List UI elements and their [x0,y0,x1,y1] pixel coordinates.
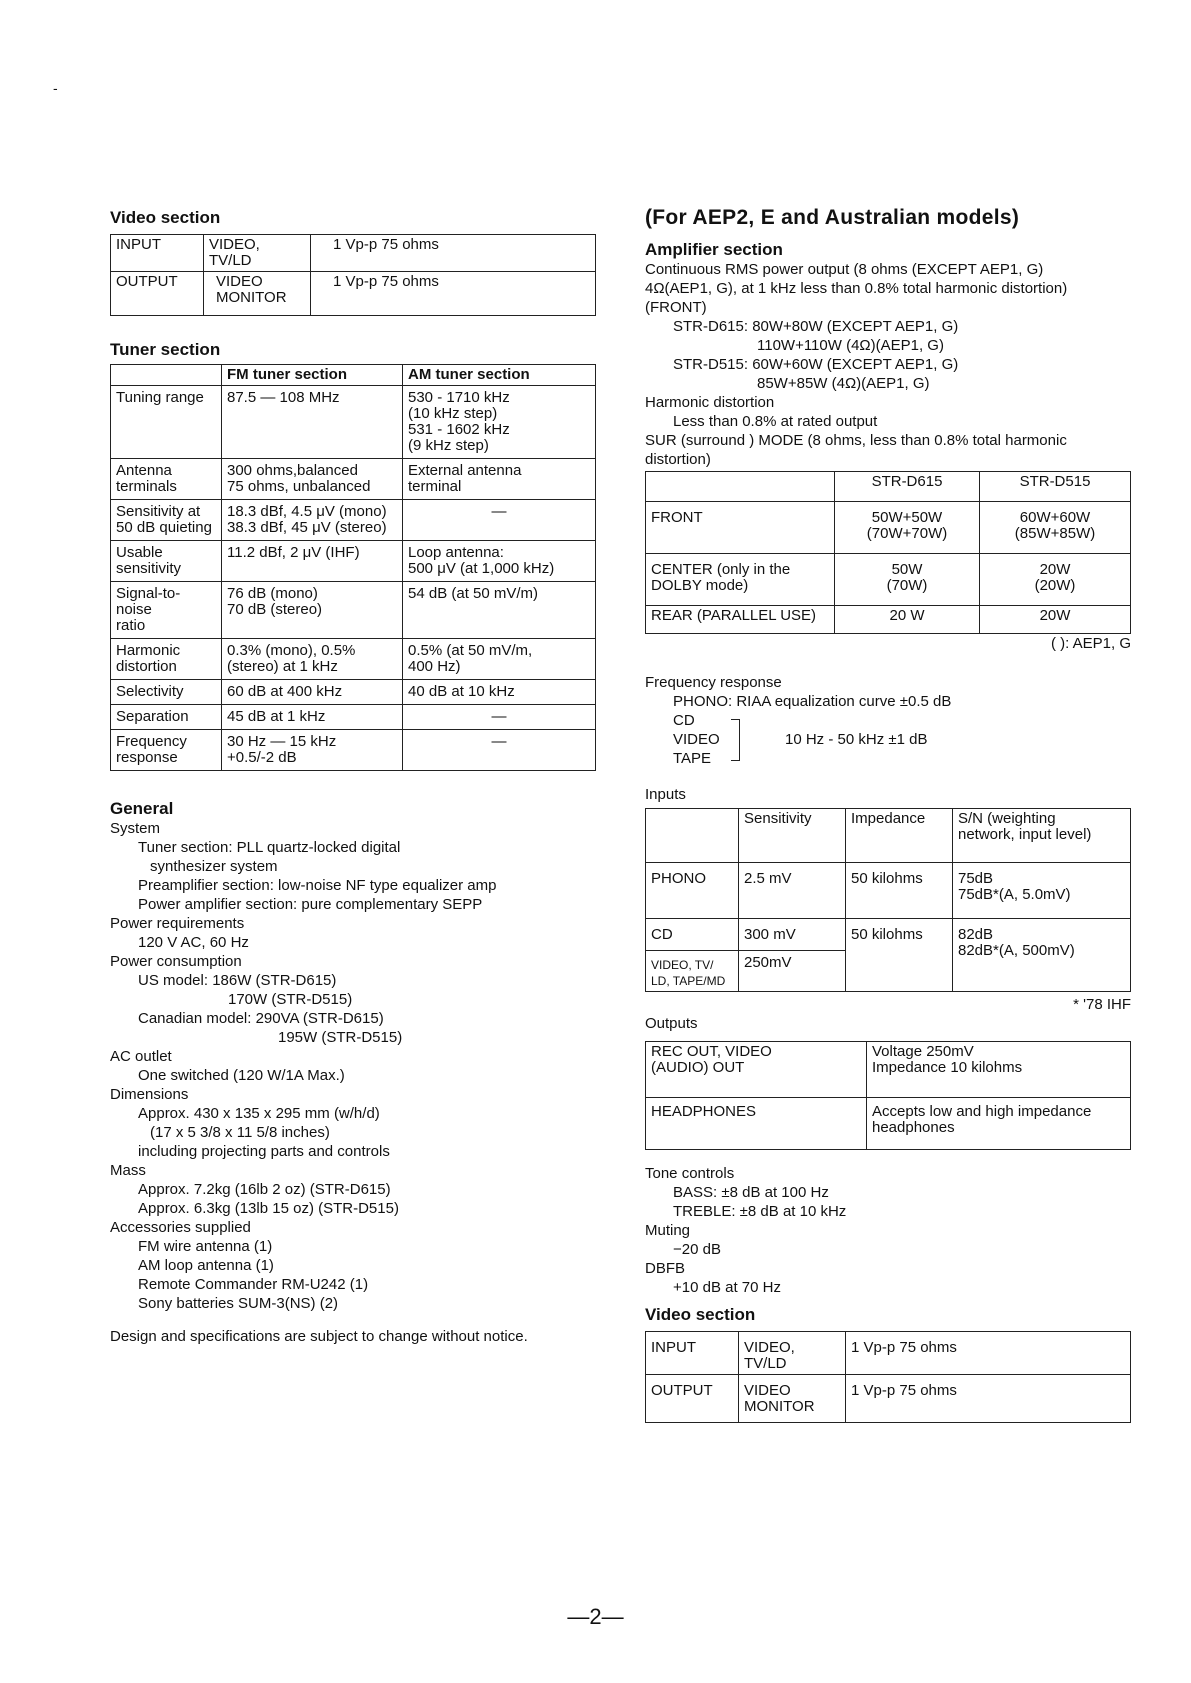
table-cell: 50 kilohms [846,919,953,992]
table-row [646,554,1131,606]
table-cell: 530 - 1710 kHz (10 kHz step) 531 - 1602 kHz (9 kHz step) [403,386,596,459]
table-cell: Voltage 250mV Impedance 10 kilohms [867,1042,1131,1098]
general-list [110,819,600,1313]
table-cell: HEADPHONES [646,1098,867,1150]
table-cell: Separation [111,705,222,730]
table-header: Impedance [846,809,953,863]
frequency-response-title: Frequency response [645,674,782,691]
spec-line: 120 V AC, 60 Hz [138,934,249,951]
table-cell: Signal-to-noise ratio [111,582,222,639]
spec-line: DBFB [645,1260,686,1277]
models-heading: (For AEP2, E and Australian models) [645,206,1020,229]
table-row [646,606,1131,634]
table-cell: 82dB 82dB*(A, 500mV) [953,919,1131,992]
outputs-title: Outputs [645,1015,698,1032]
table-row [646,919,1131,951]
spec-line: FM wire antenna (1) [138,1238,273,1255]
table-row [111,500,596,541]
table-header: STR-D615 [835,472,980,502]
table-cell: Antenna terminals [111,459,222,500]
table-cell [646,472,835,502]
table-header: FM tuner section [222,365,403,386]
tape-label: TAPE [673,750,712,767]
table-cell: 20W (20W) [980,554,1131,606]
spec-line: Less than 0.8% at rated output [673,413,878,430]
video-label: VIDEO [673,731,720,748]
table-cell: 11.2 dBf, 2 μV (IHF) [222,541,403,582]
table-cell: 50W+50W (70W+70W) [835,502,980,554]
spec-line: Sony batteries SUM-3(NS) (2) [138,1295,339,1312]
table-cell: VIDEO MONITOR [739,1375,846,1423]
table-row [111,582,596,639]
spec-line: US model: 186W (STR-D615) [138,972,337,989]
table-header: S/N (weighting network, input level) [953,809,1131,863]
table-cell: 60 dB at 400 kHz [222,680,403,705]
spec-line: Continuous RMS power output (8 ohms (EXCEPT AEP1, G) [645,261,1044,278]
table-cell: 1 Vp-p 75 ohms [846,1375,1131,1423]
spec-line: synthesizer system [150,858,278,875]
table-cell: Tuning range [111,386,222,459]
table-row [646,1042,1131,1098]
table-cell: 300 mV [739,919,846,951]
spec-line: 170W (STR-D515) [228,991,353,1008]
table-cell: 300 ohms,balanced 75 ohms, unbalanced [222,459,403,500]
spec-line: Preamplifier section: low-noise NF type equalizer amp [138,877,497,894]
power-table-note: ( ): AEP1, G [1050,635,1131,652]
table-cell: 40 dB at 10 kHz [403,680,596,705]
spec-line: Accessories supplied [110,1219,251,1236]
table-row [111,459,596,500]
notice-text: Design and specifications are subject to change without notice. [110,1328,528,1345]
video-section-table-right [645,1331,1131,1423]
spec-line: Tone controls [645,1165,735,1182]
table-cell [646,809,739,863]
video-section-title: Video section [110,208,221,227]
spec-line: (FRONT) [645,299,707,316]
inputs-table [645,808,1131,992]
table-cell: 1 Vp-p 75 ohms [311,272,596,316]
table-cell: VIDEO, TV/ LD, TAPE/MD [646,951,739,992]
spec-line: AC outlet [110,1048,172,1065]
spec-line: 4Ω(AEP1, G), at 1 kHz less than 0.8% total harmonic distortion) [645,280,1068,297]
spec-line: SUR (surround ) MODE (8 ohms, less than 0.8% total harmonic [645,432,1067,449]
table-header: Sensitivity [739,809,846,863]
table-cell: 50 kilohms [846,863,953,919]
frequency-range: 10 Hz - 50 kHz ±1 dB [785,731,928,748]
phono-response: PHONO: RIAA equalization curve ±0.5 dB [673,693,952,710]
spec-line: One switched (120 W/1A Max.) [138,1067,345,1084]
power-output-table [645,471,1131,634]
table-cell: VIDEO MONITOR [204,272,311,316]
table-cell: Sensitivity at 50 dB quieting [111,500,222,541]
table-header [111,365,222,386]
table-cell: OUTPUT [111,272,204,316]
amplifier-list [645,260,1135,469]
right-column [645,206,1135,1423]
table-cell: REC OUT, VIDEO (AUDIO) OUT [646,1042,867,1098]
table-row [111,272,596,316]
outputs-table [645,1041,1131,1150]
table-cell: 75dB 75dB*(A, 5.0mV) [953,863,1131,919]
video-section-table [110,234,596,316]
table-row [646,1332,1131,1375]
tuner-section-table [110,364,596,771]
tuner-section-title: Tuner section [110,340,221,359]
spec-line: 110W+110W (4Ω)(AEP1, G) [757,337,944,354]
spec-line: (17 x 5 3/8 x 11 5/8 inches) [150,1124,330,1141]
spec-line: Canadian model: 290VA (STR-D615) [138,1010,384,1027]
table-cell: — [403,705,596,730]
table-cell: 2.5 mV [739,863,846,919]
spec-line: BASS: ±8 dB at 100 Hz [673,1184,829,1201]
table-cell: VIDEO, TV/LD [739,1332,846,1375]
spec-line: STR-D515: 60W+60W (EXCEPT AEP1, G) [673,356,959,373]
table-cell: 76 dB (mono) 70 dB (stereo) [222,582,403,639]
spec-line: System [110,820,161,837]
video-section-title-right: Video section [645,1305,756,1324]
table-row [111,680,596,705]
table-row [646,502,1131,554]
table-cell: REAR (PARALLEL USE) [646,606,835,634]
table-cell: 20 W [835,606,980,634]
spec-line: Power amplifier section: pure complementary SEPP [138,896,483,913]
left-column [110,208,600,1346]
table-row [646,1098,1131,1150]
inputs-footnote: * '78 IHF [1073,996,1131,1013]
table-row [111,386,596,459]
tone-list [645,1164,1135,1297]
page-number: —2— [567,1604,624,1629]
table-row [111,705,596,730]
frequency-group [645,711,1135,769]
table-cell: FRONT [646,502,835,554]
table-cell: 0.3% (mono), 0.5% (stereo) at 1 kHz [222,639,403,680]
table-cell: 50W (70W) [835,554,980,606]
cd-label: CD [673,712,695,729]
spec-line: TREBLE: ±8 dB at 10 kHz [673,1203,847,1220]
spec-line: Approx. 430 x 135 x 295 mm (w/h/d) [138,1105,380,1122]
table-cell: Accepts low and high impedance headphones [867,1098,1131,1150]
table-cell: Loop antenna: 500 μV (at 1,000 kHz) [403,541,596,582]
spec-line: 195W (STR-D515) [278,1029,403,1046]
table-row [111,730,596,771]
table-header: STR-D515 [980,472,1131,502]
inputs-title: Inputs [645,786,686,803]
table-cell: 54 dB (at 50 mV/m) [403,582,596,639]
table-cell: 20W [980,606,1131,634]
spec-line: Mass [110,1162,146,1179]
general-title: General [110,799,174,818]
spec-line: Dimensions [110,1086,189,1103]
table-header-row [646,809,1131,863]
bracket [731,719,740,761]
table-row [646,1375,1131,1423]
spec-line: Harmonic distortion [645,394,775,411]
table-cell: 1 Vp-p 75 ohms [311,235,596,272]
table-header-row [646,472,1131,502]
table-header: AM tuner section [403,365,596,386]
table-cell: OUTPUT [646,1375,739,1423]
table-cell: VIDEO, TV/LD [204,235,311,272]
spec-line: including projecting parts and controls [138,1143,390,1160]
table-cell: External antenna terminal [403,459,596,500]
table-cell: PHONO [646,863,739,919]
table-cell: 30 Hz — 15 kHz +0.5/-2 dB [222,730,403,771]
spec-line: Approx. 6.3kg (13lb 15 oz) (STR-D515) [138,1200,399,1217]
table-cell: INPUT [111,235,204,272]
table-header-row [111,365,596,386]
table-row [111,541,596,582]
spec-line: Power consumption [110,953,242,970]
table-cell: CD [646,919,739,951]
table-cell: INPUT [646,1332,739,1375]
table-row [646,863,1131,919]
spec-line: Muting [645,1222,691,1239]
spec-line: 85W+85W (4Ω)(AEP1, G) [757,375,930,392]
table-cell: 60W+60W (85W+85W) [980,502,1131,554]
table-cell: — [403,500,596,541]
table-cell: Harmonic distortion [111,639,222,680]
spec-line: STR-D615: 80W+80W (EXCEPT AEP1, G) [673,318,959,335]
table-cell: — [403,730,596,771]
table-cell: 45 dB at 1 kHz [222,705,403,730]
table-cell: 0.5% (at 50 mV/m, 400 Hz) [403,639,596,680]
spec-line: −20 dB [673,1241,721,1258]
table-cell: 87.5 — 108 MHz [222,386,403,459]
table-row [111,235,596,272]
table-cell: 250mV [739,951,846,992]
amplifier-section-title: Amplifier section [645,240,783,259]
table-cell: Frequency response [111,730,222,771]
table-cell: Usable sensitivity [111,541,222,582]
spec-line: distortion) [645,451,711,468]
table-cell: CENTER (only in the DOLBY mode) [646,554,835,606]
spec-line: Power requirements [110,915,245,932]
spec-line: AM loop antenna (1) [138,1257,274,1274]
spec-line: +10 dB at 70 Hz [673,1279,781,1296]
spec-line: Tuner section: PLL quartz-locked digital [138,839,401,856]
table-cell: 1 Vp-p 75 ohms [846,1332,1131,1375]
spec-line: Remote Commander RM-U242 (1) [138,1276,369,1293]
table-row [111,639,596,680]
corner-mark: - [53,80,58,96]
table-cell: 18.3 dBf, 4.5 μV (mono) 38.3 dBf, 45 μV (stereo) [222,500,403,541]
table-cell: Selectivity [111,680,222,705]
spec-line: Approx. 7.2kg (16lb 2 oz) (STR-D615) [138,1181,391,1198]
